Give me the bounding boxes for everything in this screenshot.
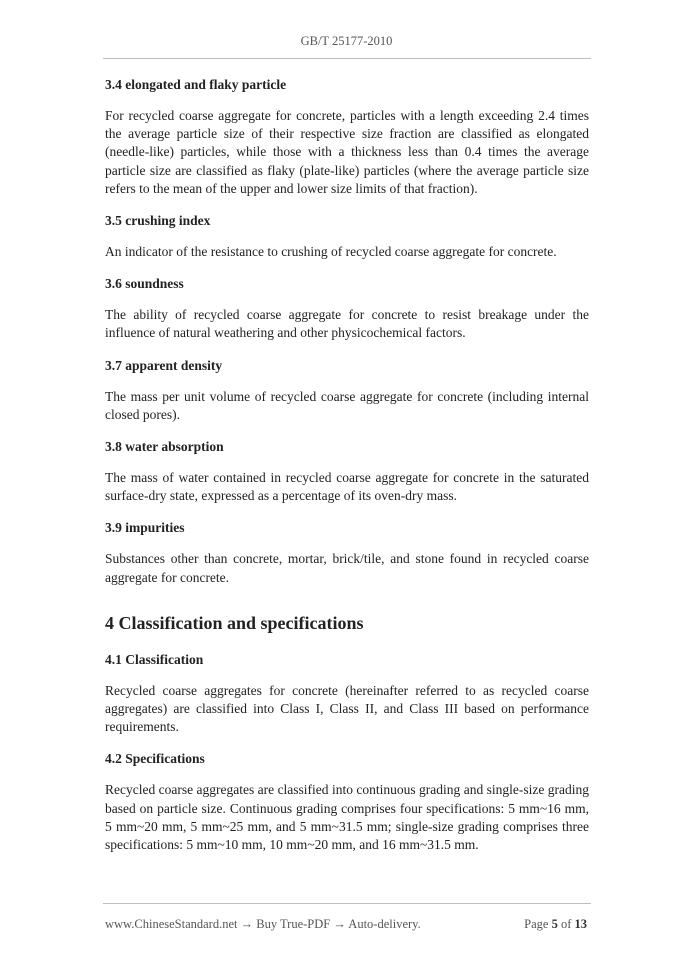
section-body: The mass per unit volume of recycled coarse aggregate for concrete (including internal closed pores). (105, 388, 589, 422)
section-body: For recycled coarse aggregate for concrete, particles with a length exceeding 2.4 times the average particle size of their respective size fraction are classified as elongated (needle-like) particles, while those with a thickness less than 0.4 times the average particle size are classified as flaky (plate-like) particles (where the average particle size refers to the mean of the upper and lower size limits of that fraction). (105, 108, 589, 196)
page-current: 5 (551, 917, 558, 931)
section-3-4 (105, 76, 589, 198)
section-body: The ability of recycled coarse aggregate for concrete to resist breakage under the influence of natural weathering and other physicochemical factors. (105, 307, 589, 341)
footer-divider (103, 903, 591, 904)
section-heading: 3.6 soundness (105, 276, 184, 292)
page-content (105, 76, 589, 868)
header-divider (103, 58, 591, 59)
section-heading: 3.8 water absorption (105, 439, 224, 455)
section-heading: 3.5 crushing index (105, 213, 211, 229)
footer-site-link[interactable]: www.ChineseStandard.net → Buy True-PDF → Auto-delivery. (105, 917, 421, 931)
header-doc-code: GB/T 25177-2010 (300, 34, 393, 48)
page-indicator (524, 917, 587, 932)
section-3-7 (105, 357, 589, 424)
section-body: An indicator of the resistance to crushing of recycled coarse aggregate for concrete. (105, 244, 557, 260)
section-body: The mass of water contained in recycled coarse aggregate for concrete in the saturated surface-dry state, expressed as a percentage of its oven-dry mass. (105, 470, 589, 504)
chapter-title: 4 Classification and specifications (105, 612, 364, 633)
section-heading: 3.9 impurities (105, 520, 185, 536)
section-body: Recycled coarse aggregates are classified into continuous grading and single-size grading based on particle size. Continuous grading comprises four specifications: 5 mm~16 mm, 5 mm~20 mm, 5 mm~25 mm, and 5 mm~31.5 mm; single-size grading comprises three specifications: 5 mm~10 mm, 10 mm~20 mm, and 16 mm~31.5 mm. (105, 782, 589, 853)
section-3-6 (105, 275, 589, 342)
section-body: Recycled coarse aggregates for concrete (hereinafter referred to as recycled coarse aggregates) are classified into Class I, Class II, and Class III based on performance requirements. (105, 682, 589, 735)
page-word: Page (524, 917, 549, 931)
of-word: of (560, 917, 572, 931)
section-body: Substances other than concrete, mortar, brick/tile, and stone found in recycled coarse aggregate for concrete. (105, 551, 589, 585)
page-total: 13 (574, 917, 587, 931)
section-4-1 (105, 651, 589, 737)
section-3-5 (105, 212, 589, 261)
section-3-9 (105, 519, 589, 586)
section-4-2 (105, 750, 589, 854)
section-heading: 4.1 Classification (105, 651, 204, 667)
section-3-8 (105, 438, 589, 505)
section-heading: 3.4 elongated and flaky particle (105, 77, 287, 92)
section-heading: 4.2 Specifications (105, 751, 205, 767)
section-heading: 3.7 apparent density (105, 357, 223, 373)
